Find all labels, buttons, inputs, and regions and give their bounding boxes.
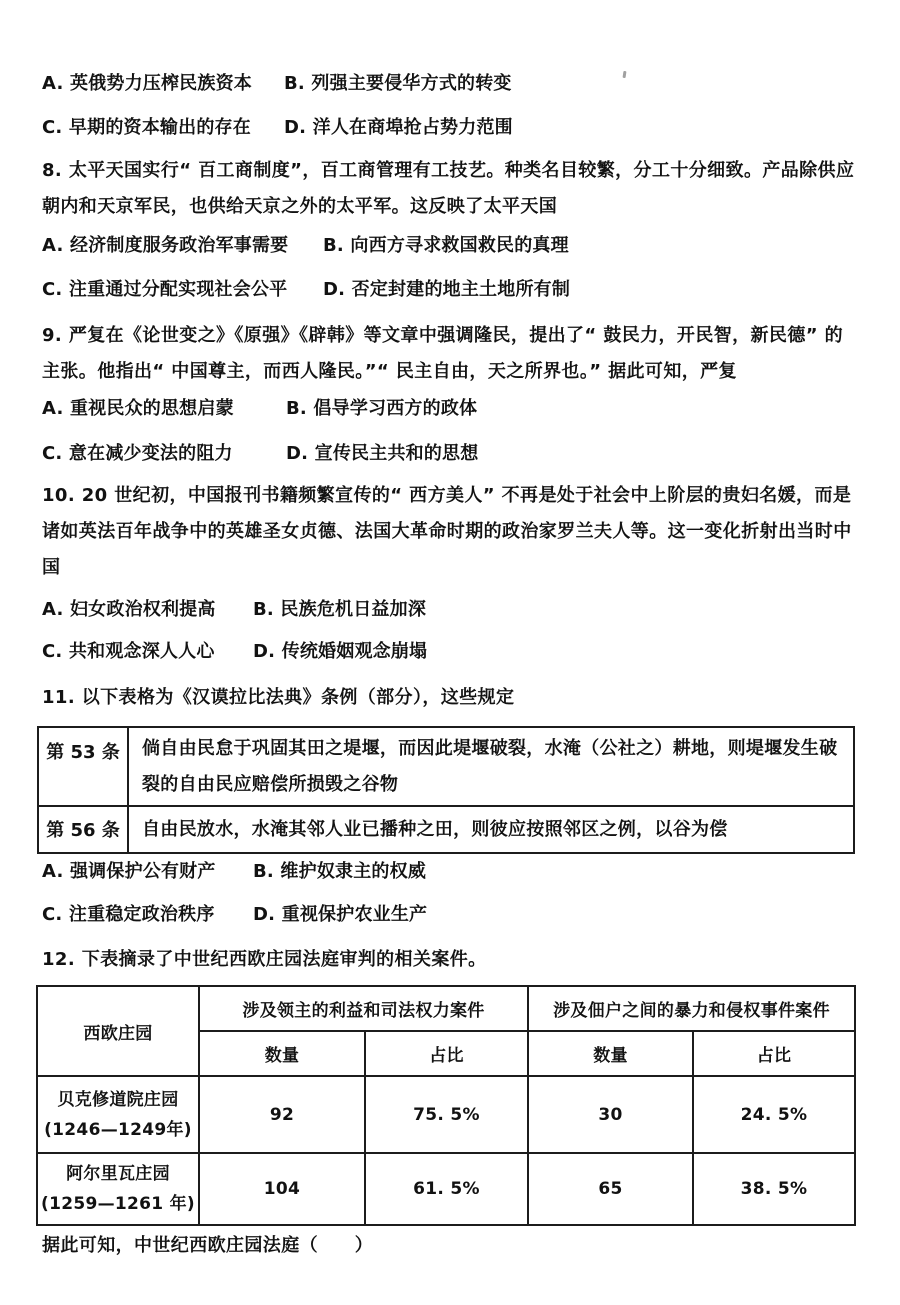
q8-options-row-ab	[42, 235, 858, 257]
manor-name-cell	[37, 1076, 199, 1153]
q8-options-row-cd	[42, 279, 858, 301]
question-11-title: 11. 以下表格为《汉谟拉比法典》条例（部分），这些规定	[42, 687, 515, 708]
q9-option-b: B. 倡导学习西方的政体	[286, 398, 478, 419]
q11-option-a: A. 强调保护公有财产	[42, 861, 216, 882]
article-53-number-cell: 第 53 条	[38, 727, 128, 806]
table-row-bec-abbey	[37, 1076, 855, 1153]
question-12-title: 12. 下表摘录了中世纪西欧庄园法庭审判的相关案件。	[42, 949, 487, 970]
q11-option-d: D. 重视保护农业生产	[253, 904, 428, 925]
q10-option-a: A. 妇女政治权利提高	[42, 599, 216, 620]
question-10-stem: 10. 20 世纪初，中国报刊书籍频繁宣传的“ 西方美人” 不再是处于社会中上阶层的贵妇名媛，而是诸如英法百年战争中的英雄圣女贞德、法国大革命时期的政治家罗兰夫人等。这一变化折射出当时中国	[42, 485, 852, 578]
lord-cases-header-cell: 涉及领主的利益和司法权力案件	[199, 986, 528, 1031]
q7-option-c: C. 早期的资本输出的存在	[42, 117, 251, 138]
question-9-stem: 9. 严复在《论世变之》《原强》《辟韩》等文章中强调隆民，提出了“ 鼓民力，开民智，新民德” 的主张。他指出“ 中国尊主，而西人隆民。”“ 民主自由，天之所界也。” 据此可知，严复	[42, 325, 844, 382]
q11-options-row-cd	[42, 904, 858, 926]
table-row-alriva	[37, 1153, 855, 1225]
q7-option-a: A. 英俄势力压榨民族资本	[42, 73, 252, 94]
manor-name-cell	[37, 1153, 199, 1225]
q7-options-row-ab	[42, 73, 858, 95]
q11-options-row-ab	[42, 861, 858, 883]
q8-option-b: B. 向西方寻求救国救民的真理	[323, 235, 569, 256]
article-56-text-cell: 自由民放水，水淹其邻人业已播种之田，则彼应按照邻区之例，以谷为偿	[128, 806, 854, 853]
q8-option-c: C. 注重通过分配实现社会公平	[42, 279, 288, 300]
q10-options-row-ab	[42, 599, 858, 621]
share-value-cell: 38. 5%	[693, 1153, 855, 1225]
manor-name-line2: (1246—1249年)	[44, 1119, 192, 1140]
manor-name-line2: (1259—1261 年)	[41, 1194, 195, 1214]
question-12-footer: 据此可知，中世纪西欧庄园法庭（ ）	[42, 1235, 374, 1256]
quantity-header-cell-1: 数量	[199, 1031, 365, 1076]
tenant-cases-header-cell: 涉及佃户之间的暴力和侵权事件案件	[528, 986, 855, 1031]
q9-options-row-cd	[42, 443, 858, 465]
manor-court-table	[36, 985, 856, 1226]
share-value-cell: 75. 5%	[365, 1076, 528, 1153]
q7-option-d: D. 洋人在商埠抢占势力范围	[284, 117, 513, 138]
article-53-text-cell: 倘自由民怠于巩固其田之堤堰，而因此堤堰破裂，水淹（公社之）耕地，则堤堰发生破裂的自由民应赔偿所损毁之谷物	[128, 727, 854, 806]
quantity-value-cell: 65	[528, 1153, 693, 1225]
quantity-value-cell: 30	[528, 1076, 693, 1153]
corner-header-cell: 西欧庄园	[37, 986, 199, 1076]
q10-options-row-cd	[42, 641, 858, 663]
q9-option-a: A. 重视民众的思想启蒙	[42, 398, 234, 419]
q10-option-d: D. 传统婚姻观念崩塌	[253, 641, 428, 662]
share-header-cell-1: 占比	[365, 1031, 528, 1076]
manor-name-line1: 贝克修道院庄园	[57, 1089, 179, 1110]
q10-option-c: C. 共和观念深人人心	[42, 641, 215, 662]
q9-option-c: C. 意在减少变法的阻力	[42, 443, 233, 464]
table-row-article-53	[38, 727, 854, 806]
share-value-cell: 24. 5%	[693, 1076, 855, 1153]
article-56-number-cell: 第 56 条	[38, 806, 128, 853]
q8-option-d: D. 否定封建的地主土地所有制	[323, 279, 571, 300]
quantity-header-cell-2: 数量	[528, 1031, 693, 1076]
table-header-row-groups	[37, 986, 855, 1031]
quantity-value-cell: 104	[199, 1153, 365, 1225]
q11-option-b: B. 维护奴隶主的权威	[253, 861, 427, 882]
manor-name-line1: 阿尔里瓦庄园	[66, 1164, 170, 1184]
share-header-cell-2: 占比	[693, 1031, 855, 1076]
q9-option-d: D. 宣传民主共和的思想	[286, 443, 479, 464]
share-value-cell: 61. 5%	[365, 1153, 528, 1225]
q7-options-row-cd	[42, 117, 858, 139]
table-row-article-56	[38, 806, 854, 853]
q9-options-row-ab	[42, 398, 858, 420]
hammurabi-code-table	[37, 726, 855, 854]
q8-option-a: A. 经济制度服务政治军事需要	[42, 235, 289, 256]
q10-option-b: B. 民族危机日益加深	[253, 599, 427, 620]
q11-option-c: C. 注重稳定政治秩序	[42, 904, 215, 925]
quantity-value-cell: 92	[199, 1076, 365, 1153]
q7-option-b: B. 列强主要侵华方式的转变	[284, 73, 512, 94]
question-8-stem: 8. 太平天国实行“ 百工商制度”，百工商管理有工技艺。种类名目较繁，分工十分细致。产品除供应朝内和天京军民，也供给天京之外的太平军。这反映了太平天国	[42, 160, 855, 217]
